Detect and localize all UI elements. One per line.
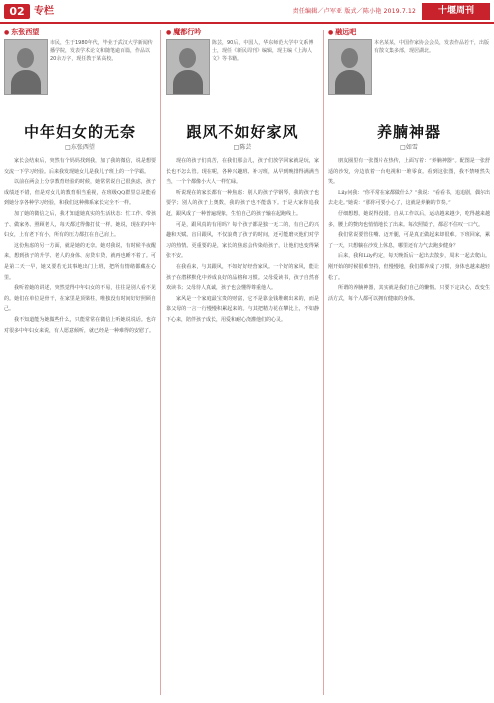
paragraph: 朋友圈里有一张图片在热传，上面写着：“养腩神器”。配图是一张舒适的沙发，旁边放着一台电视和一堆零食。看到这张图，我不禁哑然失笑。 xyxy=(328,158,490,186)
author-block xyxy=(166,27,319,97)
author-photo xyxy=(166,39,210,95)
editor-meta: 责任编辑／卢军亚 版式／陈小艳 2019.7.12 xyxy=(292,8,416,15)
article-body xyxy=(166,156,319,326)
author-bio: 本名某某，中国作家协会会员，发表作品若干，出版有散文集多部，现居湖北。 xyxy=(374,40,490,54)
paragraph: 这份焦虑的另一方面，就是她的无奈。她对我说，有时候半夜醒来，想到孩子的升学、老人的身体、房贷车贷，就再也睡不着了。可是第二天一早，她又要若无其事地出门上班，把所有情绪都藏在心里。 xyxy=(4,242,156,281)
article-byline: □东张西望 xyxy=(65,144,95,151)
article-body xyxy=(328,156,490,304)
article-byline: □如雪 xyxy=(400,144,418,151)
author-block xyxy=(4,27,156,97)
column-divider xyxy=(160,30,161,695)
article-body xyxy=(4,156,156,336)
paragraph: 我听着她的讲述，突然觉得中年妇女的不易，往往是别人看不见的。她们在单位是骨干，在家里是顶梁柱，唯独没有时间好好照顾自己。 xyxy=(4,285,156,313)
article-column-2 xyxy=(166,27,319,699)
paragraph: 仔细想想，她说得没错。自从工作以后，运动越来越少，吃得越来越多，腰上的赘肉也悄悄地长了出来。每次照镜子，都忍不住叹一口气。 xyxy=(328,210,490,228)
column-divider xyxy=(323,30,324,695)
author-bio: 陈芸，90后，中国人，华东师范大学中文系博士，现任《新民周刊》编辑，现主编《上海人文》等书籍。 xyxy=(212,40,314,62)
paragraph: 在我看来，与其跟风，不如好好经营家风。一个好的家风，能让孩子在潜移默化中养成良好的品格和习惯。父母爱读书，孩子自然喜欢读书；父母待人真诚，孩子也会懂得尊重他人。 xyxy=(166,263,319,292)
author-block xyxy=(328,27,490,97)
paragraph: 所谓的养腩神器，其实就是我们自己的懒惰。只要下定决心，改变生活方式，每个人都可以拥有健康的身体。 xyxy=(328,285,490,302)
paragraph: 现在的孩子们真苦，在我们那会儿，孩子们放学回家就是玩，家长也不怎么管。现在呢，各种兴趣班、补习班，从早到晚排得满满当当，一个个都像小大人一样忙碌。 xyxy=(166,158,319,186)
paragraph: 我们常说要管住嘴、迈开腿，可是真正做起来却很难。下班回家，累了一天，只想躺在沙发上休息，哪里还有力气去跑步健身？ xyxy=(328,232,490,249)
newspaper-brand: 十堰周刊 xyxy=(422,3,490,20)
paragraph: 我不知道能为她做些什么，只能常常在微信上听她说说话。也许对很多中年妇女来说，有人愿意倾听，就已经是一种难得的安慰了。 xyxy=(4,316,156,334)
article-title: 中年妇女的无奈 xyxy=(23,123,136,141)
author-bio: 市民，生于1980年代，毕业于武汉大学新闻传播学院，发表学术论文和随笔逾百篇，作品以20余万字，现任教于某高校。 xyxy=(50,40,153,62)
author-photo xyxy=(328,39,372,95)
article-title: 养腩神器 xyxy=(376,123,441,141)
article-byline: □陈芸 xyxy=(233,144,252,151)
article-column-3 xyxy=(328,27,490,699)
paragraph: 家长会结束后，突然有个妈妈找到我，加了我的微信，说是想要交流一下学习经验。后来我发现她女儿是我儿子班上的一个学霸。 xyxy=(4,158,156,175)
author-name: ● 东张西望 xyxy=(4,27,156,37)
paragraph: 可是，跟风真的有用吗？每个孩子都是独一无二的，有自己的兴趣和天赋。盲目跟风，不仅浪费了孩子的时间，还可能磨灭他们对学习的热情。更重要的是，家长的焦虑会传染给孩子，让他们也变得紧张不安。 xyxy=(166,221,319,260)
paragraph: 后来，我和Lily约定，每天晚饭后一起出去散步，周末一起去爬山。刚开始的时候很难坚持，但慢慢地，我们都养成了习惯，身体也越来越轻松了。 xyxy=(328,253,490,281)
author-photo xyxy=(4,39,48,95)
author-name: ● 魔都行吟 xyxy=(166,27,319,37)
article-title: 跟风不如好家风 xyxy=(186,123,299,141)
page-number: 02 xyxy=(4,4,30,19)
page-header xyxy=(0,0,494,22)
paragraph: Lily问我：“你平常在家都做什么？”我说：“看看书，追追剧，偶尔出去走走。”她说：“那你可要小心了，这就是养腩的节奏。” xyxy=(328,189,490,207)
author-name: ● 融远吧 xyxy=(328,27,490,37)
paragraph: 加了她的微信之后，我才知道她真实的生活状态：忙工作、带孩子、做家务、照顾老人，每天都过得像打仗一样。她说，现在的中年妇女，上有老下有小，所有的压力都扛在自己肩上。 xyxy=(4,210,156,239)
article-column-1 xyxy=(4,27,156,699)
paragraph: 听说现在的家长都有一种焦虑：别人的孩子学钢琴，我的孩子也要学；别人的孩子上奥数，我的孩子也不能落下。于是大家你追我赶，跟风成了一种普遍现象，生怕自己的孩子输在起跑线上。 xyxy=(166,189,319,217)
section-title: 专栏 xyxy=(34,6,54,17)
paragraph: 家风是一个家庭最宝贵的财富，它不是靠金钱堆砌出来的，而是靠父母的一言一行慢慢积累起来的。与其把精力花在攀比上，不如静下心来，陪伴孩子成长，用爱和耐心浇灌他们的心灵。 xyxy=(166,295,319,323)
paragraph: 以前在两会上分享教育经验的时候，她常常说自己很焦虑，孩子成绩还不错，但是对女儿的教育相当重视，在班级QQ群里总是能看到她分享各种学习经验，和我们这种佛系家长完全不一样。 xyxy=(4,179,156,207)
header-rule xyxy=(0,22,494,24)
